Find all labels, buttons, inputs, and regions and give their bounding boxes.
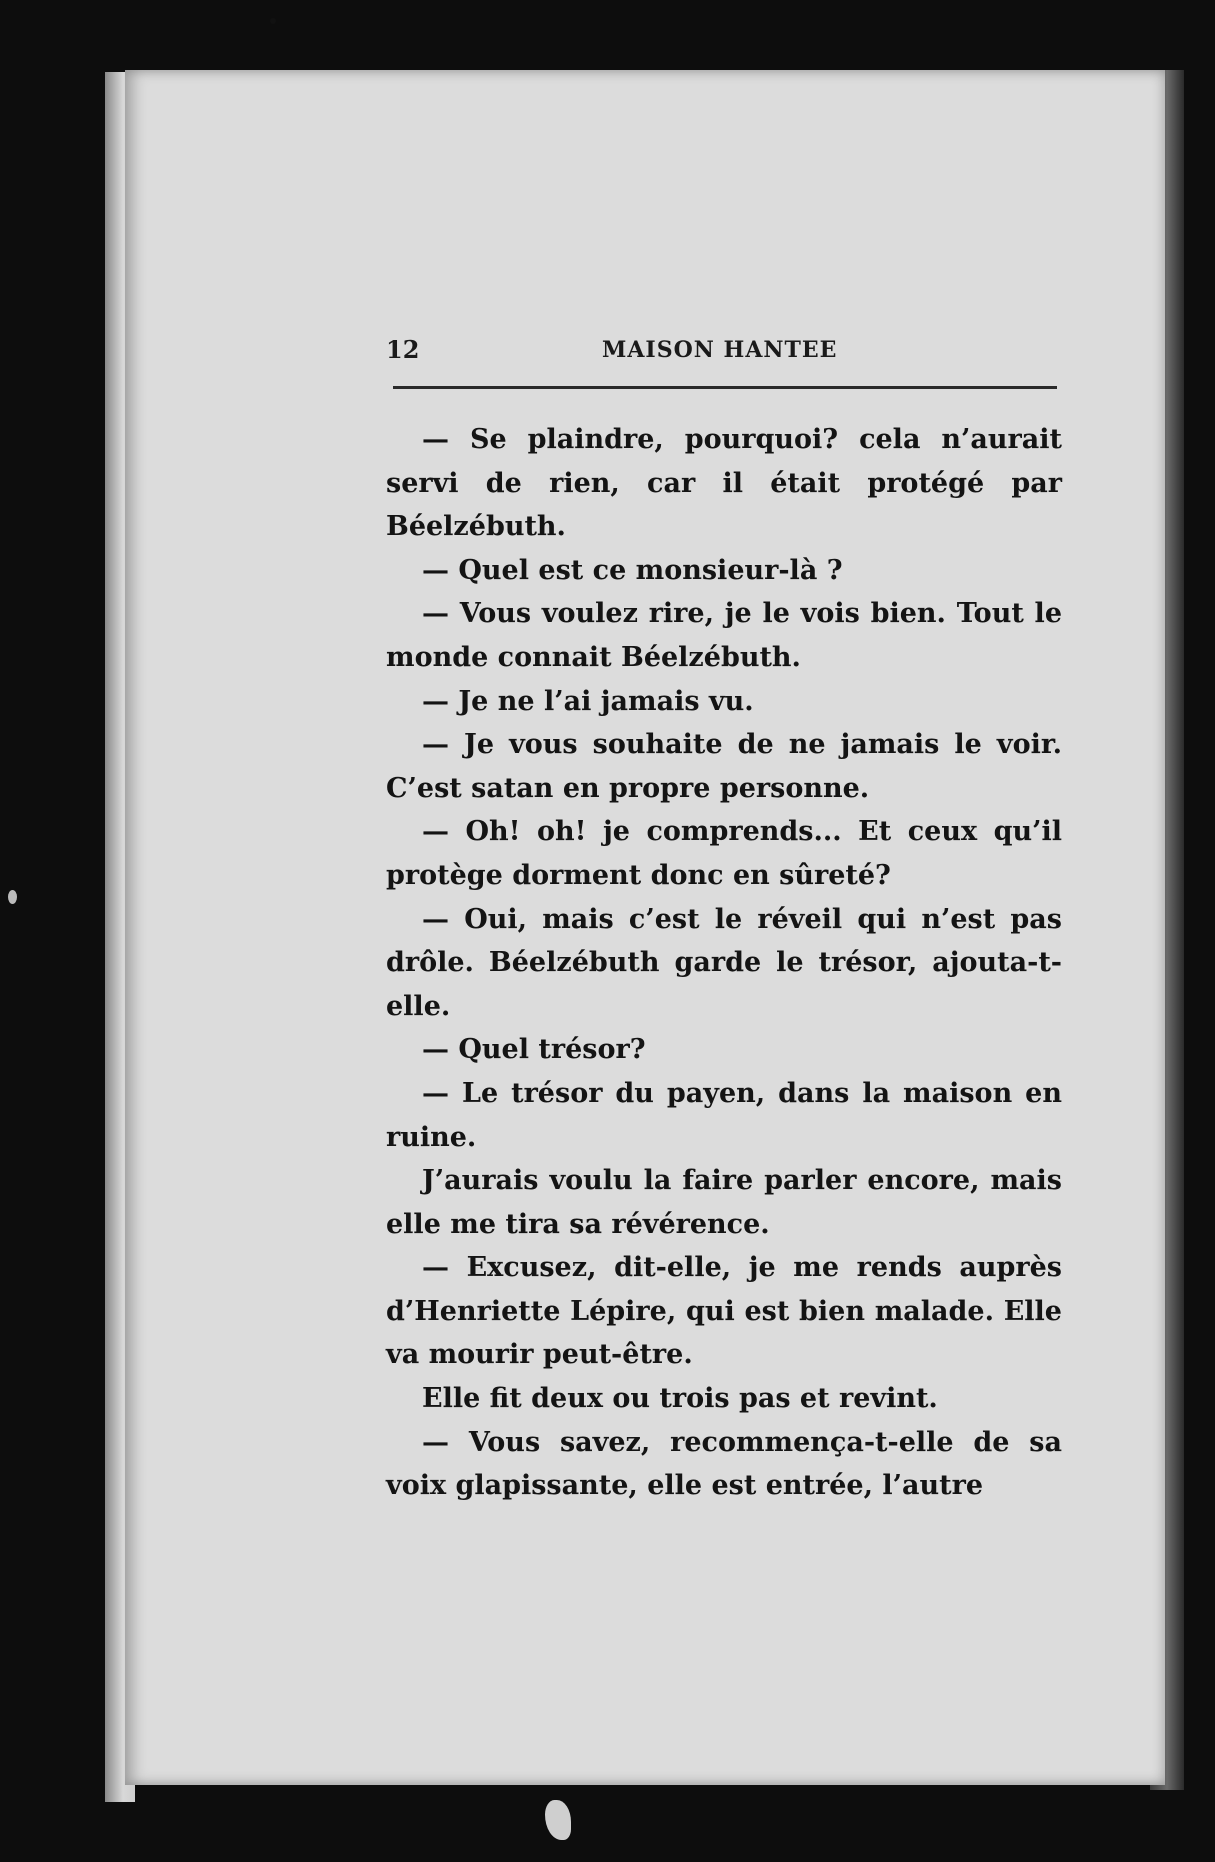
paragraph: — Le trésor du payen, dans la maison en ruine. <box>386 1077 1062 1153</box>
running-title: MAISON HANTEE <box>602 337 838 363</box>
body-text <box>386 418 1062 1508</box>
paragraph: — Je ne l’ai jamais vu. <box>422 685 754 717</box>
paragraph: — Quel est ce monsieur-là ? <box>422 554 843 586</box>
page-number: 12 <box>386 335 420 364</box>
scan-speck <box>545 1800 571 1840</box>
paragraph: — Se plaindre, pourquoi? cela n’aurait servi de rien, car il était protégé par Béelzébuth. <box>386 424 1062 543</box>
paragraph: — Je vous souhaite de ne jamais le voir. C’est satan en propre personne. <box>386 729 1062 804</box>
paragraph: — Oui, mais c’est le réveil qui n’est pas drôle. Béelzébuth garde le trésor, ajouta-t-elle. <box>386 903 1062 1022</box>
scan-speck <box>8 890 17 904</box>
header-rule <box>393 386 1057 389</box>
paragraph: — Excusez, dit-elle, je me rends auprès d’Henriette Lépire, qui est bien malade. Elle va mourir peut-être. <box>386 1252 1062 1371</box>
page-header <box>386 335 1058 375</box>
paragraph: — Vous voulez rire, je le vois bien. Tout le monde connait Béelzébuth. <box>386 598 1062 673</box>
paragraph: — Quel trésor? <box>422 1034 646 1066</box>
scan-speck <box>270 18 276 24</box>
paragraph: Elle fit deux ou trois pas et revint. <box>422 1383 938 1415</box>
paragraph: J’aurais voulu la faire parler encore, mais elle me tira sa révérence. <box>386 1165 1062 1240</box>
paragraph: — Oh! oh! je comprends... Et ceux qu’il protège dorment donc en sûreté? <box>386 816 1062 891</box>
paragraph: — Vous savez, recommença-t-elle de sa voix glapissante, elle est entrée, l’autre <box>386 1426 1062 1502</box>
